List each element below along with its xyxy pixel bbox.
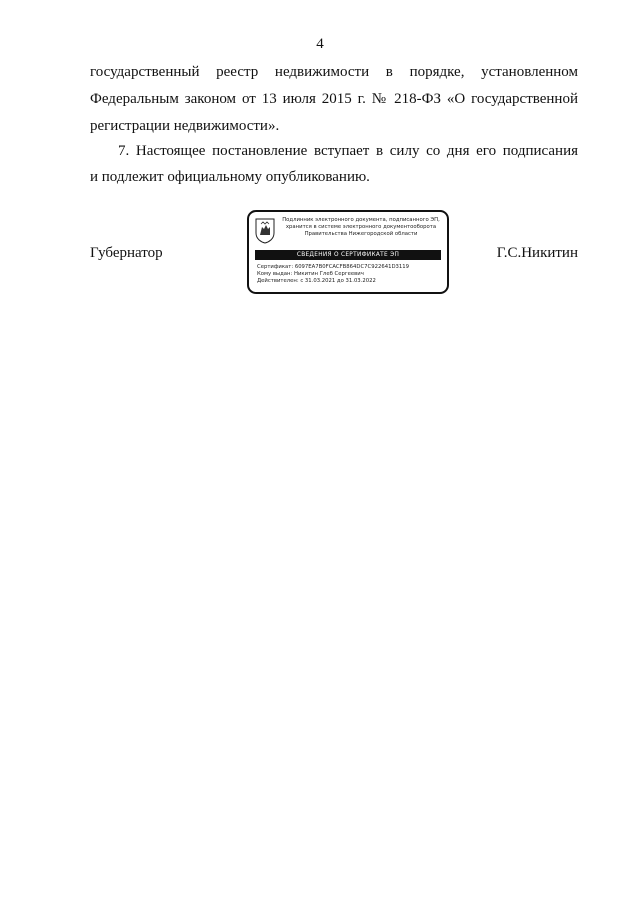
certificate-validity: Действителен: с 31.03.2021 до 31.03.2022 xyxy=(257,278,376,284)
signatory-name: Г.С.Никитин xyxy=(496,245,578,261)
body-line-3: регистрации недвижимости». xyxy=(90,118,280,134)
signatory-role: Губернатор xyxy=(90,245,163,261)
stamp-header xyxy=(277,217,445,238)
stamp-header-line: Подлинник электронного документа, подписанного ЭП, xyxy=(282,217,440,223)
certificate-details xyxy=(257,264,409,285)
stamp-header-line: Правительства Нижегородской области xyxy=(304,231,418,237)
certificate-number: Сертификат: 6097EA7B0FCACFB864DC7C922641D3119 xyxy=(257,264,410,270)
body-line-1: государственный реестр недвижимости в порядке, установленном xyxy=(90,64,578,80)
coat-of-arms-icon xyxy=(255,218,275,244)
stamp-header-line: хранится в системе электронного документооборота xyxy=(285,224,437,230)
body-line-5: и подлежит официальному опубликованию. xyxy=(90,169,370,185)
page-number: 4 xyxy=(316,36,324,52)
electronic-signature-stamp xyxy=(247,210,449,294)
body-line-4: 7. Настоящее постановление вступает в силу со дня его подписания xyxy=(118,143,578,159)
stamp-title-bar: СВЕДЕНИЯ О СЕРТИФИКАТЕ ЭП xyxy=(255,250,441,260)
certificate-owner: Кому выдан: Никитин Глеб Сергеевич xyxy=(257,271,364,277)
body-line-2: Федеральным законом от 13 июля 2015 г. № 218-ФЗ «О государственной xyxy=(90,91,578,107)
